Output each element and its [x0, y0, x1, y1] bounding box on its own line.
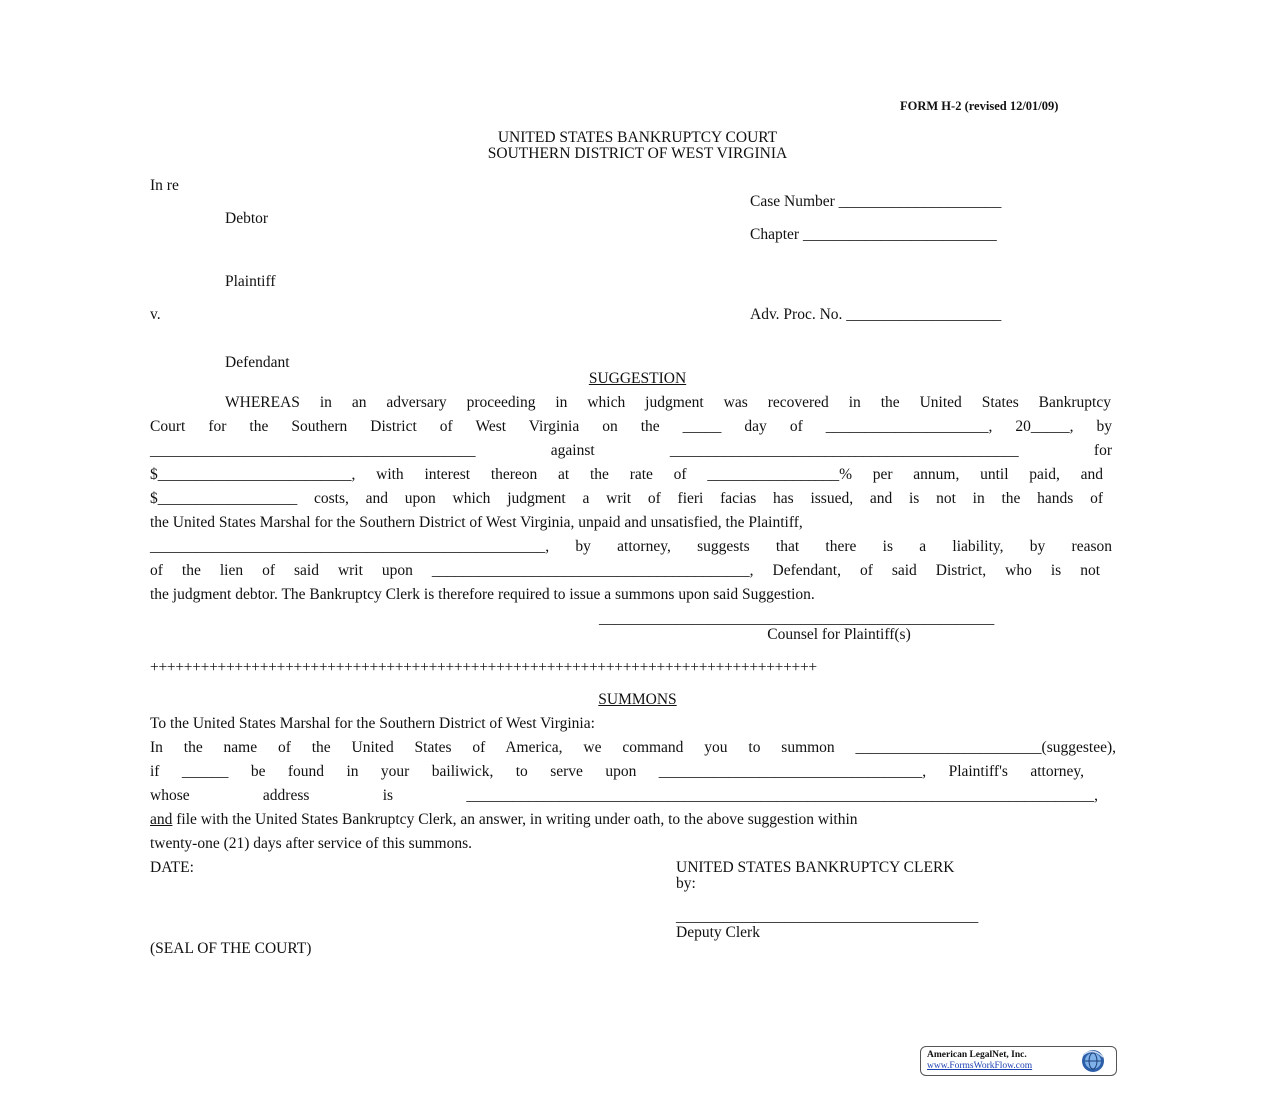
summons-line: whose address is _________________________________________________________________________________,	[150, 787, 1098, 804]
versus-label: v.	[150, 306, 161, 323]
debtor-label: Debtor	[225, 210, 269, 227]
plaintiff-label: Plaintiff	[225, 273, 276, 290]
suggestion-line: $__________________ costs, and upon which judgment a writ of fieri facias has issued, and is not in the hands of	[150, 490, 1103, 507]
badge-url-link[interactable]: www.FormsWorkFlow.com	[927, 1061, 1033, 1071]
suggestion-line: $_________________________, with interest thereon at the rate of _________________% per annum, until paid, and	[150, 466, 1103, 483]
defendant-label: Defendant	[225, 354, 290, 371]
summons-line: twenty-one (21) days after service of this summons.	[150, 835, 472, 852]
suggestion-heading: SUGGESTION	[588, 370, 687, 387]
suggestion-line: ___________________________________________________, by attorney, suggests that there is a liability, by reason	[150, 538, 1112, 555]
summons-line-rest: file with the United States Bankruptcy Clerk, an answer, in writing under oath, to the above suggestion within	[172, 811, 858, 828]
counsel-label: Counsel for Plaintiff(s)	[767, 626, 911, 643]
suggestion-line: WHEREAS in an adversary proceeding in which judgment was recovered in the United States Bankruptcy	[225, 394, 1111, 411]
chapter-field[interactable]: Chapter _________________________	[750, 226, 997, 243]
counsel-signature-line[interactable]: ___________________________________________________	[599, 610, 995, 627]
adv-proc-field[interactable]: Adv. Proc. No. ____________________	[750, 306, 1002, 323]
badge-company: American LegalNet, Inc.	[927, 1050, 1027, 1060]
suggestion-line: __________________________________________ against _____________________________________________ for	[150, 442, 1112, 459]
summons-line: To the United States Marshal for the Southern District of West Virginia:	[150, 715, 595, 732]
suggestion-line: Court for the Southern District of West Virginia on the _____ day of _____________________, 20_____, by	[150, 418, 1112, 435]
court-seal-label: (SEAL OF THE COURT)	[150, 940, 312, 957]
globe-icon	[1081, 1049, 1105, 1073]
date-label: DATE:	[150, 859, 194, 876]
deputy-clerk-label: Deputy Clerk	[676, 924, 760, 941]
clerk-signature-line[interactable]: _______________________________________	[676, 908, 979, 925]
summons-line: In the name of the United States of America, we command you to summon ________________________(suggestee),	[150, 739, 1116, 756]
clerk-title: UNITED STATES BANKRUPTCY CLERK	[676, 859, 955, 876]
and-emphasis: and	[150, 811, 173, 828]
by-label: by:	[676, 875, 696, 892]
separator-line: +++++++++++++++++++++++++++++++++++++++++++++++++++++++++++++++++++++++++++++++	[150, 659, 817, 676]
summons-line	[150, 811, 858, 829]
in-re-label: In re	[150, 177, 179, 194]
suggestion-line: the United States Marshal for the Southern District of West Virginia, unpaid and unsatisfied, the Plaintiff,	[150, 514, 803, 531]
suggestion-line: the judgment debtor. The Bankruptcy Clerk is therefore required to issue a summons upon said Suggestion.	[150, 586, 815, 603]
suggestion-line: of the lien of said writ upon _________________________________________, Defendant, of said District, who is not	[150, 562, 1100, 579]
case-number-field[interactable]: Case Number _____________________	[750, 193, 1002, 210]
court-district: SOUTHERN DISTRICT OF WEST VIRGINIA	[487, 145, 788, 162]
court-name: UNITED STATES BANKRUPTCY COURT	[497, 129, 778, 146]
summons-line: if ______ be found in your bailiwick, to serve upon __________________________________, Plaintiff's attorney,	[150, 763, 1084, 780]
form-number: FORM H-2 (revised 12/01/09)	[900, 99, 1059, 113]
summons-heading: SUMMONS	[598, 691, 677, 708]
legalnet-badge[interactable]	[920, 1046, 1117, 1076]
